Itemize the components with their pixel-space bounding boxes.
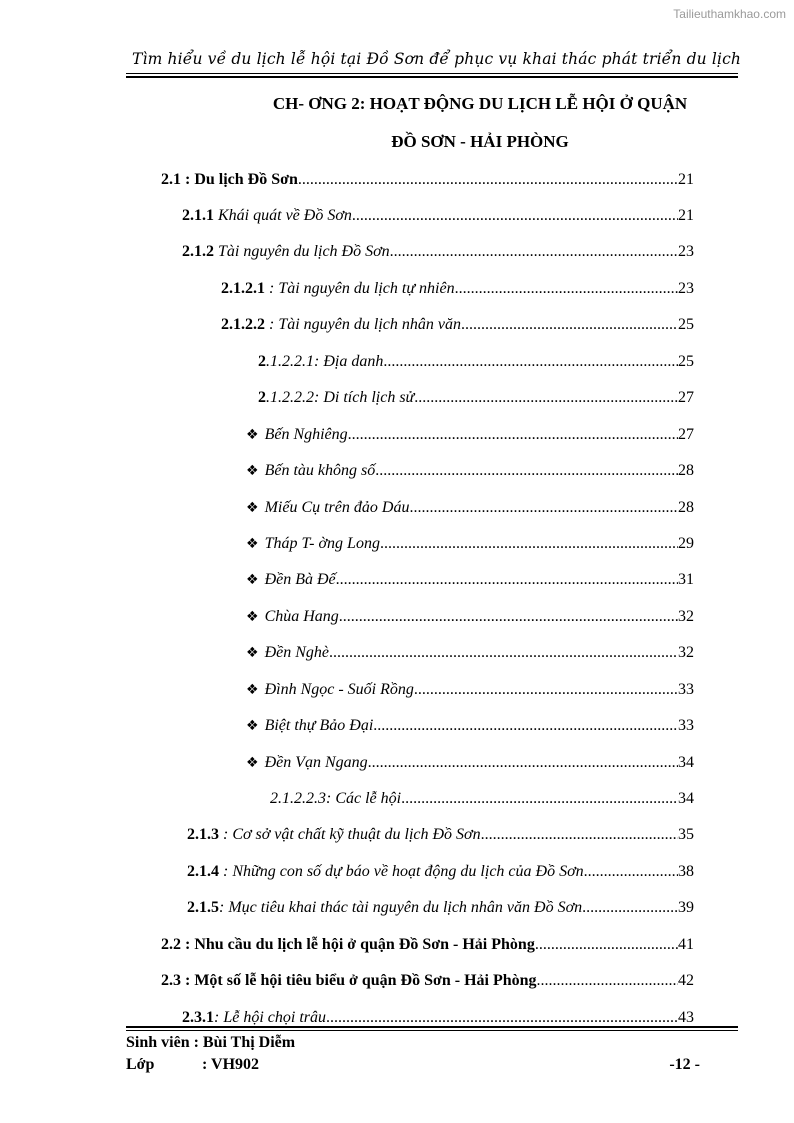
toc-page: 34 [678, 790, 694, 807]
toc-number: 2.1.1 [182, 207, 214, 224]
toc-entry-den-van-ngang[interactable] [246, 754, 694, 776]
toc-entry-2-1-2-2[interactable] [221, 316, 694, 338]
toc-leader [535, 936, 678, 954]
toc-page: 41 [678, 936, 694, 953]
toc-number: 2.1.2.1 [221, 280, 265, 297]
toc-leader [390, 243, 678, 261]
toc-entry-2-1-2-2-2[interactable] [258, 389, 694, 411]
toc-entry-ben-tau[interactable] [246, 462, 694, 484]
footer-rule-thin [126, 1030, 738, 1031]
diamond-bullet-icon: ❖ [246, 645, 259, 661]
chapter-title-line1: CH- ƠNG 2: HOẠT ĐỘNG DU LỊCH LỄ HỘI Ở QUẬN [272, 94, 688, 113]
footer-class-value: : VH902 [202, 1056, 260, 1073]
toc-title: : Lễ hội chọi trâu [214, 1009, 326, 1026]
toc-page: 23 [678, 243, 694, 260]
toc-number: 2.2 : Nhu cầu du lịch lễ hội ở quận Đồ Sơn - Hải Phòng [161, 936, 535, 953]
toc-leader [348, 426, 678, 444]
toc-title: Đền Nghè [264, 644, 329, 661]
toc-leader [380, 535, 678, 553]
toc-page: 21 [678, 207, 694, 224]
toc-title: Chùa Hang [264, 608, 339, 625]
running-header: Tìm hiểu về du lịch lễ hội tại Đồ Sơn để phục vụ khai thác phát triển du lịch [132, 50, 742, 68]
toc-title: Biệt thự Bảo Đại [264, 717, 374, 734]
toc-entry-2-1-1[interactable] [182, 207, 694, 229]
toc-entry-2-2[interactable] [161, 936, 694, 958]
footer-student-name: Sinh viên : Bùi Thị Diễm [126, 1034, 296, 1051]
toc-title: : Mục tiêu khai thác tài nguyên du lịch nhân văn Đồ Sơn [219, 899, 583, 916]
toc-number: 2.1.5 [187, 899, 219, 916]
toc-page: 27 [678, 426, 694, 443]
toc-leader [352, 207, 678, 225]
toc-page: 33 [678, 681, 694, 698]
toc-leader [414, 681, 678, 699]
footer-class-label: Lớp [126, 1056, 155, 1073]
toc-leader [461, 316, 678, 334]
diamond-bullet-icon: ❖ [246, 427, 259, 443]
toc-page: 42 [678, 972, 694, 989]
toc-page: 32 [678, 644, 694, 661]
toc-entry-2-1-3[interactable] [187, 826, 694, 848]
diamond-bullet-icon: ❖ [246, 500, 259, 516]
chapter-title-line2: ĐỒ SƠN - HẢI PHÒNG [391, 132, 569, 151]
toc-leader [339, 608, 678, 626]
toc-entry-2-1-2-1[interactable] [221, 280, 694, 302]
toc-page: 29 [678, 535, 694, 552]
toc-page: 32 [678, 608, 694, 625]
toc-leader [329, 644, 678, 662]
diamond-bullet-icon: ❖ [246, 682, 259, 698]
toc-title: Miếu Cụ trên đảo Dáu [264, 499, 410, 516]
watermark: Tailieuthamkhao.com [673, 7, 786, 21]
diamond-bullet-icon: ❖ [246, 536, 259, 552]
toc-page: 23 [678, 280, 694, 297]
toc-title: : Cơ sở vật chất kỹ thuật du lịch Đồ Sơn [219, 826, 481, 843]
toc-title: .1.2.2.2: Di tích lịch sử [266, 389, 415, 406]
diamond-bullet-icon: ❖ [246, 609, 259, 625]
toc-page: 38 [678, 863, 694, 880]
toc-leader [455, 280, 678, 298]
toc-page: 27 [678, 389, 694, 406]
toc-title: : Tài nguyên du lịch tự nhiên [265, 280, 455, 297]
footer-rule-thick [126, 1026, 738, 1028]
toc-entry-thap-tuong-long[interactable] [246, 535, 694, 557]
toc-leader [401, 790, 678, 808]
toc-page: 39 [678, 899, 694, 916]
toc-title: Đình Ngọc - Suối Rồng [264, 681, 414, 698]
toc-number: 2.1.2 [182, 243, 214, 260]
toc-leader [481, 826, 678, 844]
toc-title: Tài nguyên du lịch Đồ Sơn [214, 243, 390, 260]
diamond-bullet-icon: ❖ [246, 463, 259, 479]
toc-entry-biet-thu-bao-dai[interactable] [246, 717, 694, 739]
toc-number: 2 [258, 353, 266, 370]
footer-class [126, 1056, 259, 1074]
toc-page: 28 [678, 462, 694, 479]
toc-leader [326, 1009, 678, 1027]
toc-entry-mieu-cu[interactable] [246, 499, 694, 521]
toc-number: 2.1.2.2 [221, 316, 265, 333]
toc-leader [409, 499, 678, 517]
toc-entry-den-nghe[interactable] [246, 644, 694, 666]
toc-leader [584, 863, 678, 881]
toc-title: Bến tàu không số [264, 462, 376, 479]
toc-title: : Những con số dự báo về hoạt động du lịch của Đồ Sơn [219, 863, 584, 880]
toc-leader [368, 754, 678, 772]
toc-leader [375, 462, 678, 480]
toc-entry-2-1-2[interactable] [182, 243, 694, 265]
toc-title: .1.2.2.1: Địa danh [266, 353, 384, 370]
header-rule-thick [126, 76, 738, 78]
footer-page-number: -12 - [669, 1056, 700, 1073]
toc-page: 33 [678, 717, 694, 734]
toc-title: Khái quát về Đồ Sơn [214, 207, 352, 224]
toc-leader [383, 353, 678, 371]
toc-title: : Tài nguyên du lịch nhân văn [265, 316, 461, 333]
toc-leader [298, 171, 678, 189]
toc-leader [336, 571, 678, 589]
toc-entry-ben-nghieng[interactable] [246, 426, 694, 448]
toc-page: 34 [678, 754, 694, 771]
toc-entry-2-1-2-2-1[interactable] [258, 353, 694, 375]
toc-entry-2-1-4[interactable] [187, 863, 694, 885]
header-rule-thin [126, 73, 738, 74]
toc-page: 21 [678, 171, 694, 188]
diamond-bullet-icon: ❖ [246, 572, 259, 588]
toc-leader [373, 717, 678, 735]
toc-entry-2-3[interactable] [161, 972, 694, 994]
toc-number: 2 [258, 389, 266, 406]
toc-page: 43 [678, 1009, 694, 1026]
toc-page: 25 [678, 353, 694, 370]
toc-entry-2-1[interactable] [161, 171, 694, 193]
diamond-bullet-icon: ❖ [246, 718, 259, 734]
toc-entry-dinh-ngoc[interactable] [246, 681, 694, 703]
toc-page: 28 [678, 499, 694, 516]
toc-number: 2.3.1 [182, 1009, 214, 1026]
toc-number: 2.3 : Một số lễ hội tiêu biểu ở quận Đồ Sơn - Hải Phòng [161, 972, 537, 989]
toc-entry-2-1-5[interactable] [187, 899, 694, 921]
toc-page: 31 [678, 571, 694, 588]
toc-number: 2.1.3 [187, 826, 219, 843]
toc-leader [537, 972, 678, 990]
toc-leader [582, 899, 678, 917]
toc-title: Đền Bà Đế [264, 571, 336, 588]
toc-page: 35 [678, 826, 694, 843]
toc-title: Đền Vạn Ngang [264, 754, 368, 771]
toc-title: Bến Nghiêng [264, 426, 348, 443]
toc-entry-chua-hang[interactable] [246, 608, 694, 630]
toc-entry-2-1-2-2-3[interactable] [270, 790, 694, 812]
toc-number: 2.1 : Du lịch Đồ Sơn [161, 171, 298, 188]
toc-leader [414, 389, 678, 407]
toc-entry-den-ba-de[interactable] [246, 571, 694, 593]
toc-title: 2.1.2.2.3: Các lễ hội [270, 790, 402, 807]
toc-number: 2.1.4 [187, 863, 219, 880]
toc-page: 25 [678, 316, 694, 333]
diamond-bullet-icon: ❖ [246, 755, 259, 771]
toc-title: Tháp T- ờng Long [264, 535, 380, 552]
